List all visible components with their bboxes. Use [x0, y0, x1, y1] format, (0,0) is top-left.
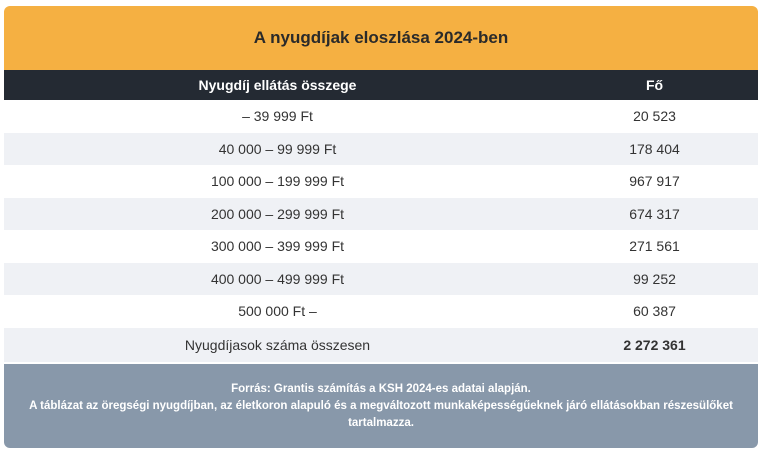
header-amount: Nyugdíj ellátás összege	[198, 77, 357, 93]
table-row	[4, 263, 758, 296]
table-row	[4, 133, 758, 166]
table-row	[4, 295, 758, 328]
total-row	[4, 328, 758, 362]
table-row	[4, 230, 758, 263]
amount-cell: – 39 999 Ft	[242, 108, 313, 125]
title-bar	[4, 6, 758, 70]
amount-cell: 500 000 Ft –	[238, 303, 317, 320]
pension-table-card	[4, 6, 758, 448]
header-persons: Fő	[645, 77, 664, 93]
persons-cell: 99 252	[633, 270, 676, 287]
amount-cell: 200 000 – 299 999 Ft	[210, 205, 345, 222]
amount-cell: 40 000 – 99 999 Ft	[218, 140, 337, 157]
note-line: A táblázat az öregségi nyugdíjban, az életkoron alapuló és a megváltozott munkaképességűeknek járó ellátásokban részesülőket tartalmazza.	[29, 399, 733, 429]
table-title: A nyugdíjak eloszlása 2024-ben	[253, 28, 509, 47]
table-row	[4, 165, 758, 198]
persons-cell: 178 404	[629, 140, 680, 157]
persons-cell: 60 387	[633, 303, 676, 320]
source-line: Forrás: Grantis számítás a KSH 2024-es adatai alapján.	[231, 382, 531, 395]
table-row	[4, 198, 758, 231]
amount-cell: 400 000 – 499 999 Ft	[210, 270, 345, 287]
source-footer	[4, 364, 758, 448]
amount-cell: 100 000 – 199 999 Ft	[210, 173, 345, 190]
table-header-row	[4, 70, 758, 100]
amount-cell: 300 000 – 399 999 Ft	[210, 238, 345, 255]
persons-cell: 271 561	[629, 238, 680, 255]
total-value: 2 272 361	[623, 336, 686, 353]
persons-cell: 20 523	[633, 108, 676, 125]
table-row	[4, 100, 758, 133]
persons-cell: 967 917	[629, 173, 680, 190]
total-label: Nyugdíjasok száma összesen	[184, 336, 371, 353]
persons-cell: 674 317	[629, 205, 680, 222]
